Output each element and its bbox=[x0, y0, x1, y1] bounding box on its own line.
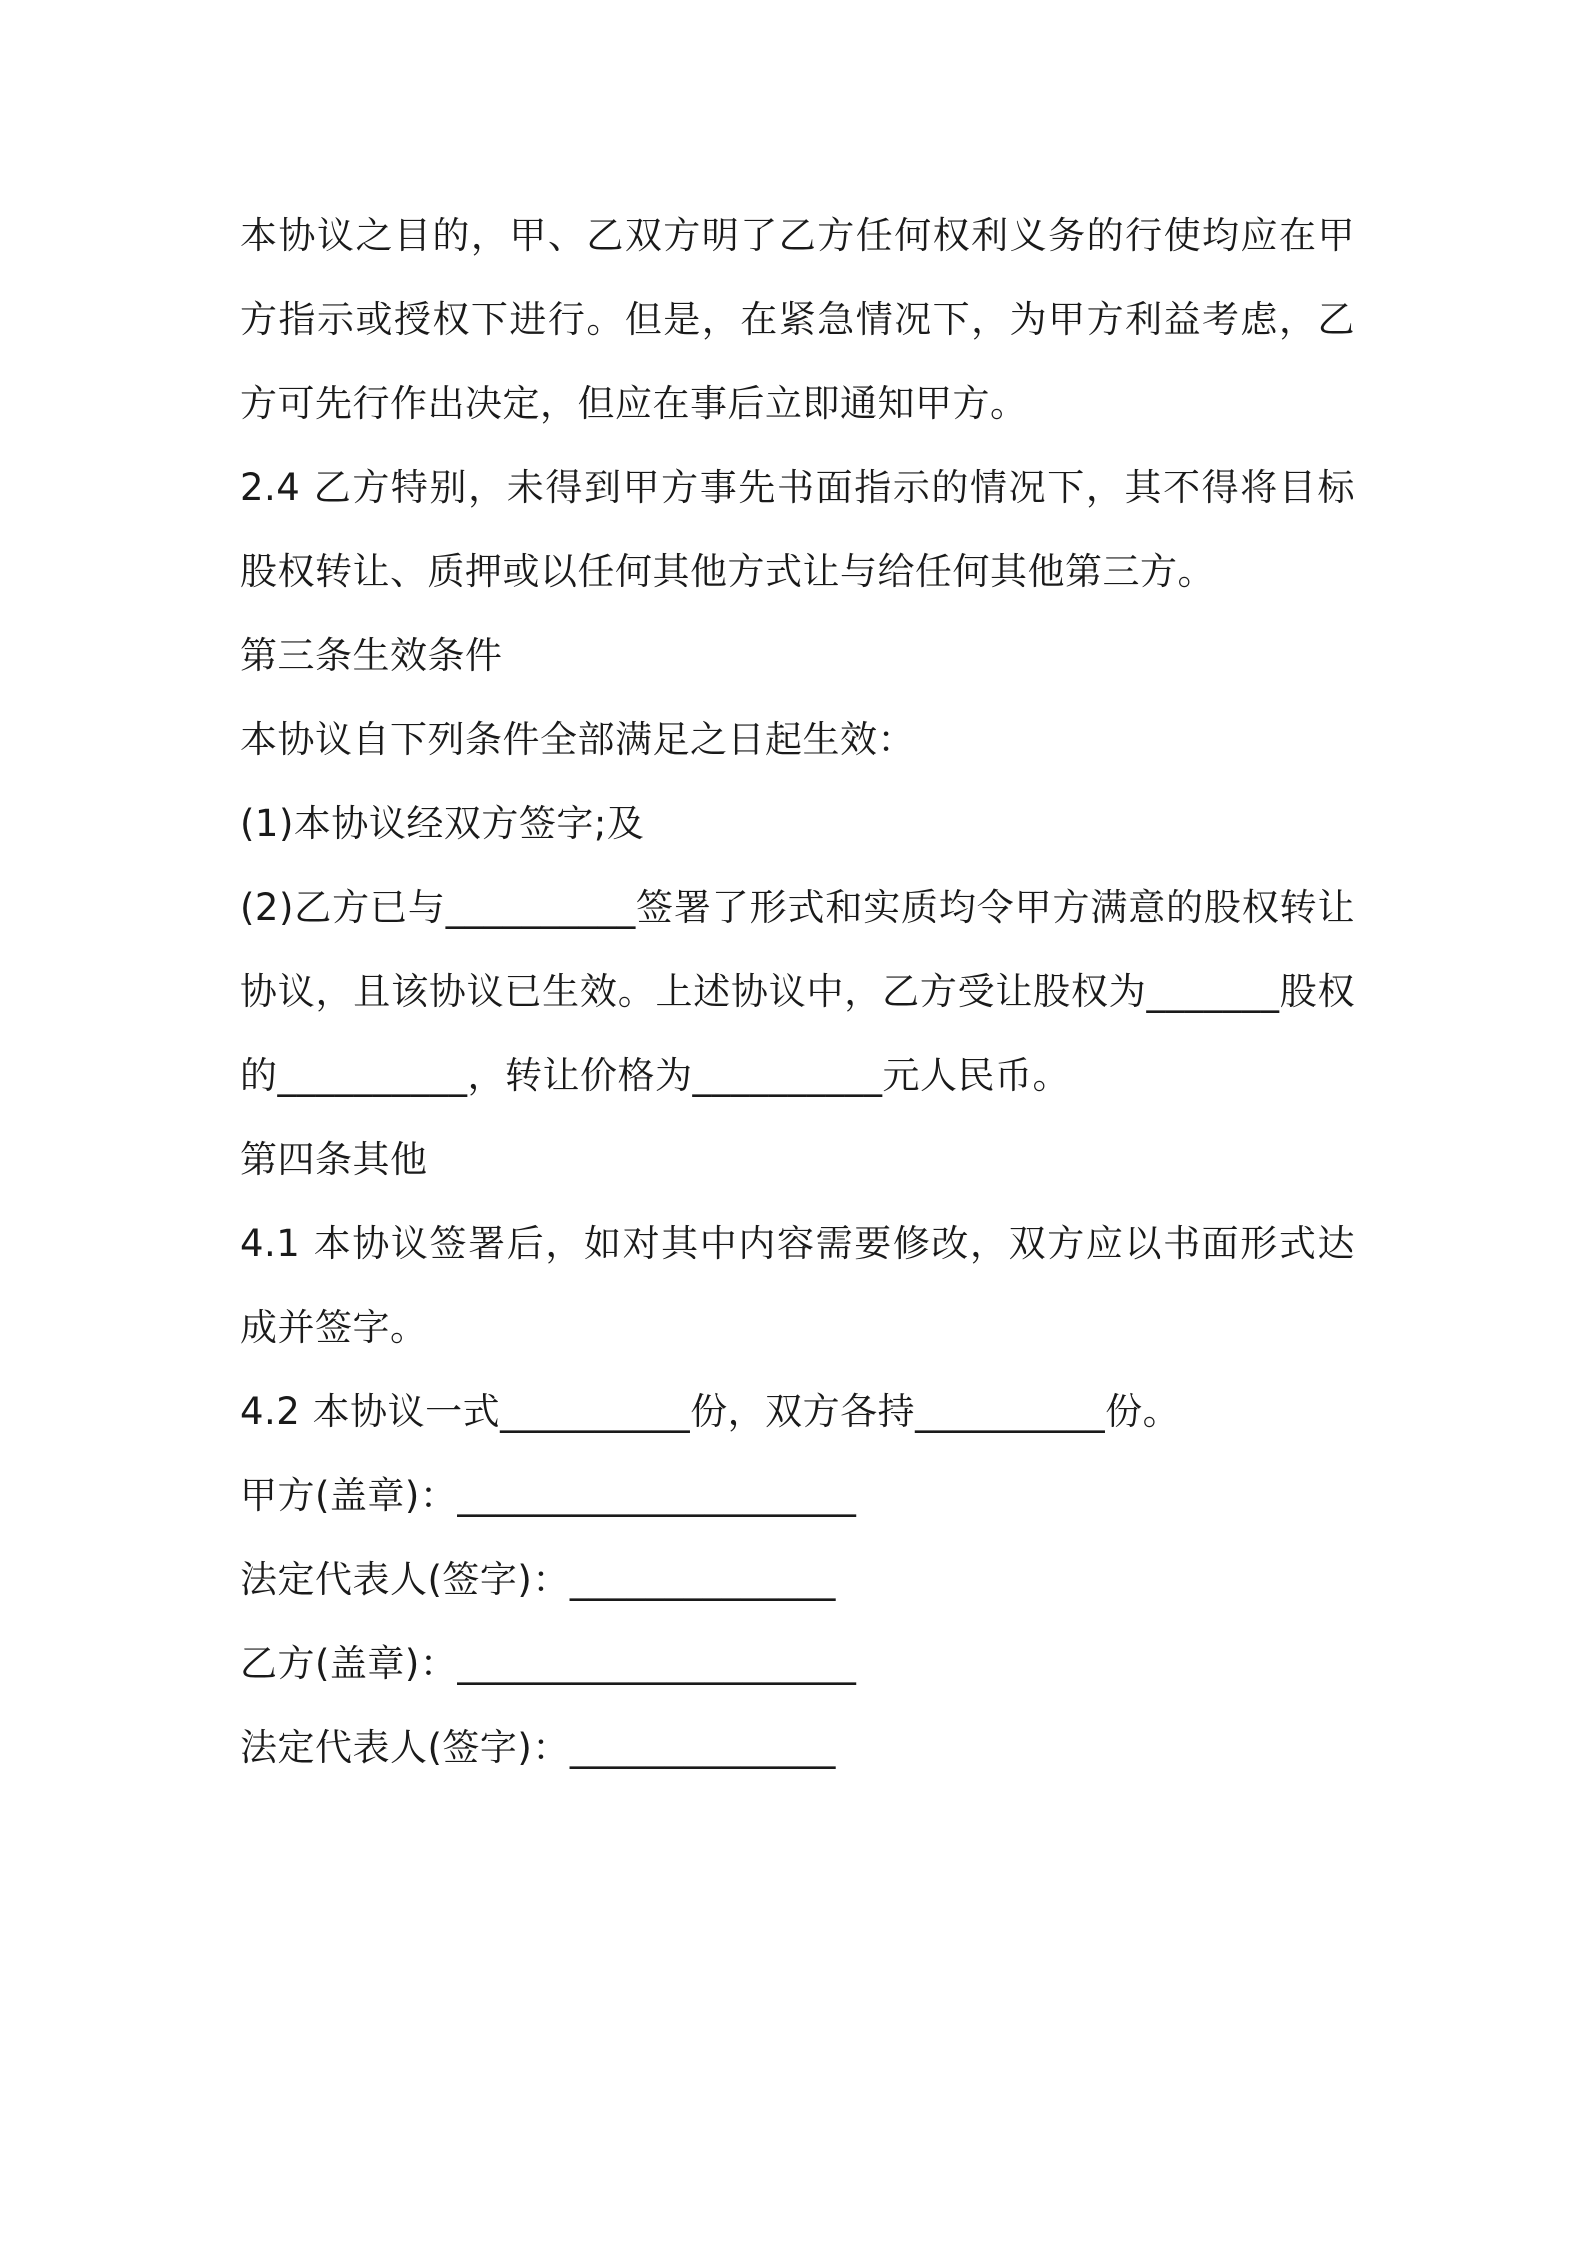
clause-4-1: 4.1 本协议签署后，如对其中内容需要修改，双方应以书面形式达成并签字。 bbox=[240, 1222, 1355, 1349]
clause-4-2: 4.2 本协议一式__________份，双方各持__________份。 bbox=[240, 1390, 1181, 1433]
effective-conditions-intro: 本协议自下列条件全部满足之日起生效： bbox=[240, 718, 915, 761]
article-3-heading: 第三条生效条件 bbox=[240, 634, 503, 677]
party-b-seal-line: 乙方(盖章)：_____________________ bbox=[240, 1642, 857, 1685]
party-a-seal-line: 甲方(盖章)：_____________________ bbox=[240, 1474, 857, 1517]
paragraph-purpose: 本协议之目的，甲、乙双方明了乙方任何权利义务的行使均应在甲方指示或授权下进行。但是，在紧急情况下，为甲方利益考虑，乙方可先行作出决定，但应在事后立即通知甲方。 bbox=[240, 214, 1355, 425]
party-b-representative-line: 法定代表人(签字)：______________ bbox=[240, 1726, 836, 1769]
party-a-representative-line: 法定代表人(签字)：______________ bbox=[240, 1558, 836, 1601]
condition-2: (2)乙方已与__________签署了形式和实质均令甲方满意的股权转让协议，且该协议已生效。上述协议中，乙方受让股权为_______股权的__________，转让价格为__________元人民币。 bbox=[240, 886, 1355, 1097]
condition-1: (1)本协议经双方签字;及 bbox=[240, 802, 645, 845]
clause-2-4: 2.4 乙方特别，未得到甲方事先书面指示的情况下，其不得将目标股权转让、质押或以任何其他方式让与给任何其他第三方。 bbox=[240, 466, 1355, 593]
article-4-heading: 第四条其他 bbox=[240, 1138, 428, 1181]
document-body bbox=[240, 194, 1355, 1790]
